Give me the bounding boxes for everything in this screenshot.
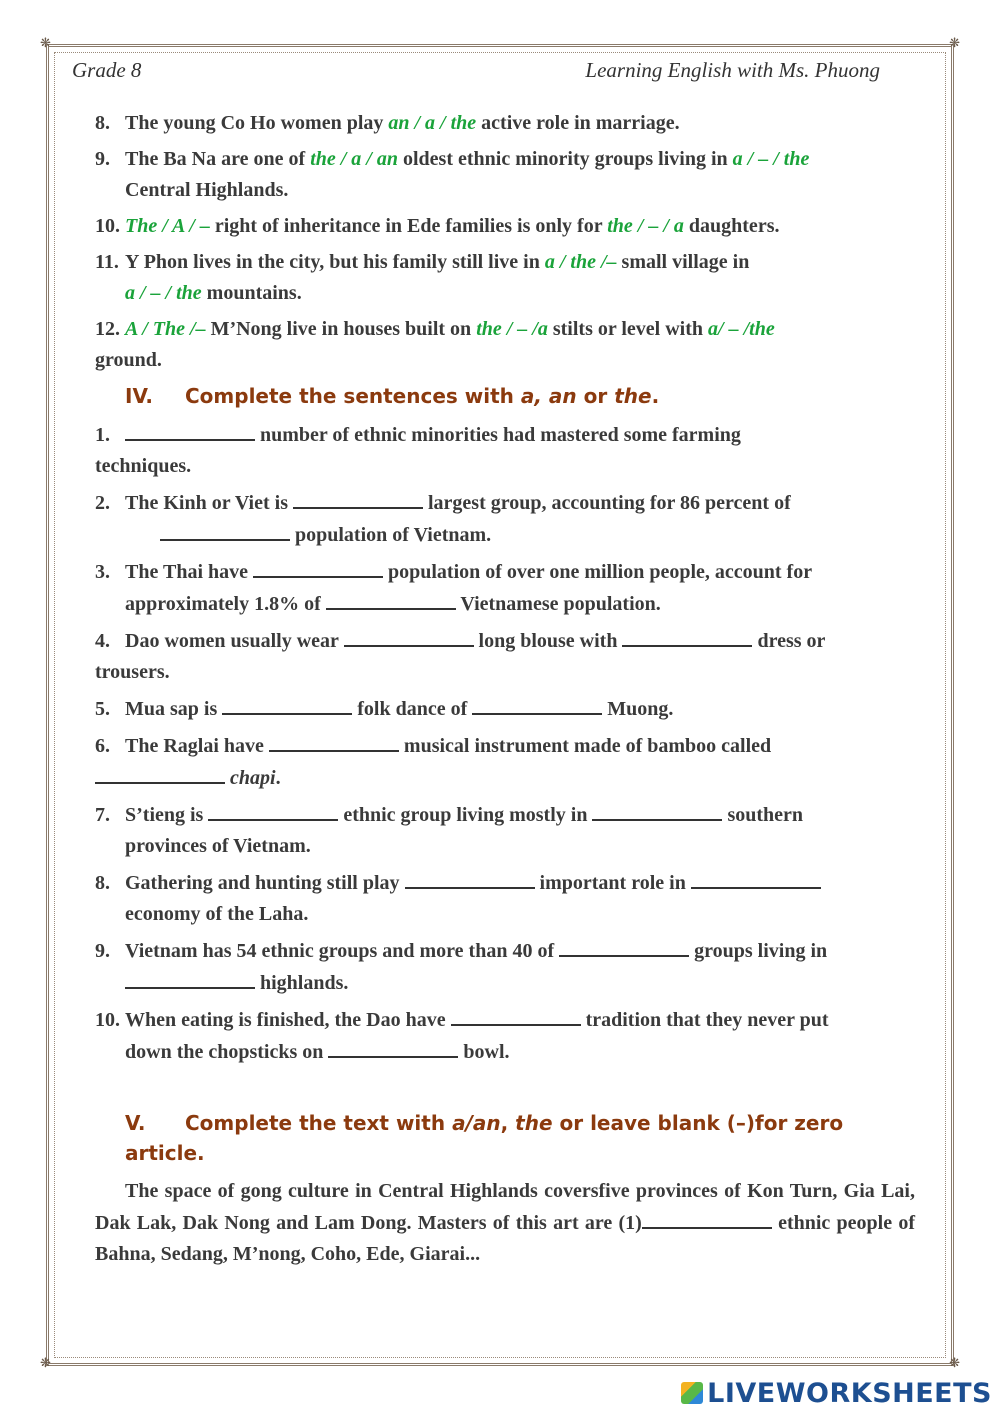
answer-blank[interactable] xyxy=(95,762,225,784)
fill-blank-item xyxy=(95,625,915,688)
answer-blank[interactable] xyxy=(559,935,689,957)
paragraph-text: ethnic people of Bahna, Sedang, M’nong, Coho, Ede, Giarai... xyxy=(95,1212,915,1265)
sentence-text: largest group, accounting for 86 percent of xyxy=(423,492,791,514)
corner-ornament: ❋ xyxy=(949,36,960,51)
section-5-heading xyxy=(125,1108,915,1168)
answer-blank[interactable] xyxy=(293,487,423,509)
sentence-text: The young Co Ho women play xyxy=(125,112,389,134)
item-number: 10. xyxy=(95,1009,120,1031)
section-title-italic: a/an xyxy=(452,1111,501,1135)
corner-ornament: ❋ xyxy=(949,1356,960,1371)
sentence-continuation xyxy=(95,903,308,925)
section-title-text: Complete the sentences with xyxy=(185,384,521,408)
answer-blank[interactable] xyxy=(160,519,290,541)
article-choice-item xyxy=(95,108,915,139)
answer-blank-1[interactable] xyxy=(642,1207,772,1229)
sentence-text: approximately 1.8% of xyxy=(125,593,326,615)
article-choice[interactable]: a / – / the xyxy=(125,282,202,304)
sentence-text: The Ba Na are one of xyxy=(125,148,311,170)
sentence-text: The Kinh or Viet is xyxy=(125,492,293,514)
section-numeral: IV. xyxy=(125,384,153,408)
sentence-text: population of Vietnam. xyxy=(290,524,492,546)
sentence-text: down the chopsticks on xyxy=(125,1041,329,1063)
sentence-text: Muong. xyxy=(602,698,674,720)
section-title-text: or xyxy=(576,384,615,408)
worksheet-content xyxy=(95,108,915,1275)
item-number: 8. xyxy=(95,112,110,134)
item-number: 12. xyxy=(95,318,120,340)
sentence-text: Vietnamese population. xyxy=(455,593,661,615)
sentence-text: groups living in xyxy=(689,940,828,962)
fill-blank-item xyxy=(95,799,915,862)
sentence-text: number of ethnic minorities had mastered some farming xyxy=(255,424,741,446)
item-number: 4. xyxy=(95,630,110,652)
corner-ornament: ❋ xyxy=(40,1356,51,1371)
grade-label: Grade 8 xyxy=(72,58,142,82)
sentence-text: long blouse with xyxy=(473,630,623,652)
article-choice-item xyxy=(95,144,915,206)
sentence-text: Gathering and hunting still play xyxy=(125,872,405,894)
italic-word: chapi xyxy=(230,767,276,789)
blank-label: (1) xyxy=(618,1212,642,1234)
answer-blank[interactable] xyxy=(269,730,399,752)
section-numeral: V. xyxy=(125,1111,146,1135)
article-choice-item xyxy=(95,314,915,376)
answer-blank[interactable] xyxy=(328,1036,458,1058)
course-title: Learning English with Ms. Phuong xyxy=(585,58,880,82)
article-choice[interactable]: The / A / – xyxy=(125,215,210,237)
sentence-continuation xyxy=(95,282,302,304)
sentence-text: Central Highlands. xyxy=(125,179,289,201)
fill-blank-item xyxy=(95,487,915,551)
answer-blank[interactable] xyxy=(622,625,752,647)
sentence-text: . xyxy=(275,767,281,789)
sentence-text: right of inheritance in Ede families is only for xyxy=(209,215,608,237)
sentence-text: small village in xyxy=(616,251,750,273)
sentence-text: S’tieng is xyxy=(125,804,209,826)
sentence-text: oldest ethnic minority groups living in xyxy=(397,148,733,170)
article-choice[interactable]: the / a / an xyxy=(310,148,398,170)
article-choice[interactable]: the / – /a xyxy=(476,318,548,340)
answer-blank[interactable] xyxy=(208,799,338,821)
item-number: 3. xyxy=(95,561,110,583)
sentence-text: daughters. xyxy=(683,215,780,237)
sentence-continuation xyxy=(95,972,348,994)
liveworksheets-logo xyxy=(681,1378,992,1409)
sentence-text: ethnic group living mostly in xyxy=(338,804,593,826)
sentence-text: bowl. xyxy=(458,1041,510,1063)
article-choice[interactable]: a / the /– xyxy=(544,251,617,273)
item-number: 10. xyxy=(95,215,120,237)
sentence-text: musical instrument made of bamboo called xyxy=(398,735,772,757)
item-number: 11. xyxy=(95,251,119,273)
sentence-text: economy of the Laha. xyxy=(125,903,309,925)
item-number: 9. xyxy=(95,148,110,170)
sentence-text: tradition that they never put xyxy=(580,1009,829,1031)
sentence-continuation xyxy=(95,524,491,546)
item-number: 8. xyxy=(95,872,110,894)
sentence-text: Y Phon lives in the city, but his family still live in xyxy=(125,251,545,273)
sentence-text: provinces of Vietnam. xyxy=(125,835,311,857)
fill-blank-item xyxy=(95,1004,915,1068)
answer-blank[interactable] xyxy=(326,588,456,610)
article-choice[interactable]: the / – / a xyxy=(607,215,684,237)
answer-blank[interactable] xyxy=(125,967,255,989)
item-number: 9. xyxy=(95,940,110,962)
logo-icon xyxy=(681,1382,703,1404)
answer-blank[interactable] xyxy=(691,867,821,889)
logo-text: LIVEWORKSHEETS xyxy=(707,1378,992,1409)
sentence-text: The Raglai have xyxy=(125,735,269,757)
sentence-continuation xyxy=(95,767,281,789)
sentence-continuation xyxy=(95,835,311,857)
answer-blank[interactable] xyxy=(472,693,602,715)
sentence-text: dress or xyxy=(752,630,826,652)
sentence-text: population of over one million people, account for xyxy=(383,561,813,583)
item-number: 1. xyxy=(95,424,110,446)
sentence-text: southern xyxy=(722,804,804,826)
article-choice[interactable]: A / The /– xyxy=(125,318,206,340)
section-title-text: , xyxy=(500,1111,516,1135)
sentence-text: highlands. xyxy=(255,972,349,994)
sentence-continuation xyxy=(95,593,661,615)
item-number: 6. xyxy=(95,735,110,757)
sentence-text: important role in xyxy=(534,872,691,894)
sentence-text: stilts or level with xyxy=(547,318,709,340)
fill-blank-item xyxy=(95,730,915,794)
fill-blank-item xyxy=(95,867,915,930)
answer-blank[interactable] xyxy=(451,1004,581,1026)
section-3-items xyxy=(95,108,915,376)
sentence-text: When eating is finished, the Dao have xyxy=(125,1009,451,1031)
sentence-text: Vietnam has 54 ethnic groups and more than 40 of xyxy=(125,940,560,962)
section-title-italic: a, an xyxy=(520,384,577,408)
fill-blank-item xyxy=(95,935,915,999)
fill-blank-item xyxy=(95,419,915,482)
section-4-items xyxy=(95,419,915,1068)
sentence-text: mountains. xyxy=(201,282,302,304)
section-title-text: or leave blank (–)for zero article. xyxy=(125,1111,844,1165)
sentence-text: M’Nong live in houses built on xyxy=(205,318,477,340)
sentence-text: techniques. xyxy=(95,455,192,477)
article-choice-item xyxy=(95,211,915,242)
section-title-italic: the xyxy=(614,384,652,408)
sentence-text: ground. xyxy=(95,349,162,371)
corner-ornament: ❋ xyxy=(40,36,51,51)
section-title-italic: the xyxy=(515,1111,553,1135)
answer-blank[interactable] xyxy=(344,625,474,647)
section-4-heading xyxy=(125,381,915,411)
sentence-text: Dao women usually wear xyxy=(125,630,344,652)
item-number: 2. xyxy=(95,492,110,514)
section-title-text: . xyxy=(651,384,660,408)
sentence-text: Mua sap is xyxy=(125,698,223,720)
answer-blank[interactable] xyxy=(222,693,352,715)
item-number: 7. xyxy=(95,804,110,826)
sentence-text: trousers. xyxy=(95,661,170,683)
answer-blank[interactable] xyxy=(405,867,535,889)
sentence-text: active role in marriage. xyxy=(476,112,680,134)
gong-culture-paragraph xyxy=(95,1176,915,1270)
answer-blank[interactable] xyxy=(592,799,722,821)
answer-blank[interactable] xyxy=(253,556,383,578)
sentence-text: The Thai have xyxy=(125,561,253,583)
article-choice[interactable]: an / a / the xyxy=(388,112,477,134)
article-choice-item xyxy=(95,247,915,309)
article-choice[interactable]: a / – / the xyxy=(732,148,810,170)
fill-blank-item xyxy=(95,693,915,725)
fill-blank-item xyxy=(95,556,915,620)
paragraph-text: The space of gong culture in Central Highlands coversfive provinces of Kon Turn, Gia Lai, Dak Lak, Dak Nong and Lam Dong. Masters of this art are xyxy=(95,1180,915,1234)
sentence-continuation xyxy=(95,1041,510,1063)
sentence-text: folk dance of xyxy=(352,698,473,720)
section-title-text: Complete the text with xyxy=(185,1111,453,1135)
answer-blank[interactable] xyxy=(125,419,255,441)
item-number: 5. xyxy=(95,698,110,720)
article-choice[interactable]: a/ – /the xyxy=(708,318,775,340)
